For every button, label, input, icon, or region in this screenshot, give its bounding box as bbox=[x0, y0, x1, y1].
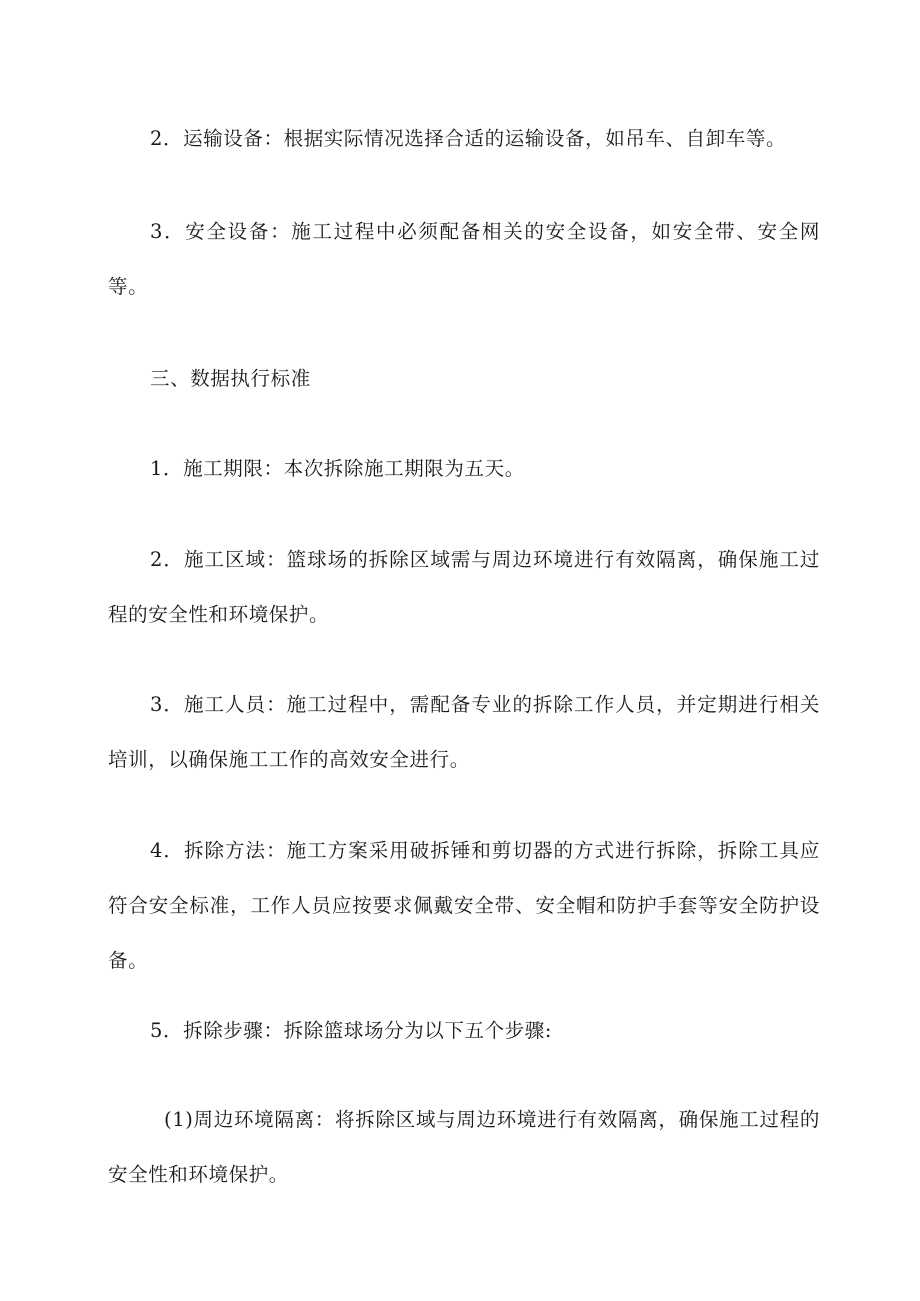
paragraph-demolition-steps: 5．拆除步骤：拆除篮球场分为以下五个步骤: bbox=[150, 1019, 553, 1042]
paragraph-construction-personnel: 3．施工人员：施工过程中，需配备专业的拆除工作人员，并定期进行相关培训，以确保施工工作的高效安全进行。 bbox=[108, 693, 820, 771]
paragraph-step-1-isolation: (1)周边环境隔离：将拆除区域与周边环境进行有效隔离，确保施工过程的安全性和环境保护。 bbox=[108, 1108, 820, 1186]
paragraph-construction-area: 2．施工区域：篮球场的拆除区域需与周边环境进行有效隔离，确保施工过程的安全性和环境保护。 bbox=[108, 548, 820, 626]
paragraph-construction-period: 1．施工期限：本次拆除施工期限为五天。 bbox=[150, 457, 525, 480]
paragraph-safety-equipment: 3．安全设备：施工过程中必须配备相关的安全设备，如安全带、安全网等。 bbox=[108, 220, 820, 298]
section-heading-data-standards: 三、数据执行标准 bbox=[150, 367, 311, 390]
paragraph-transport-equipment: 2．运输设备：根据实际情况选择合适的运输设备，如吊车、自卸车等。 bbox=[150, 127, 787, 150]
paragraph-demolition-method: 4．拆除方法：施工方案采用破拆锤和剪切器的方式进行拆除，拆除工具应符合安全标准，工作人员应按要求佩戴安全带、安全帽和防护手套等安全防护设备。 bbox=[108, 839, 820, 972]
